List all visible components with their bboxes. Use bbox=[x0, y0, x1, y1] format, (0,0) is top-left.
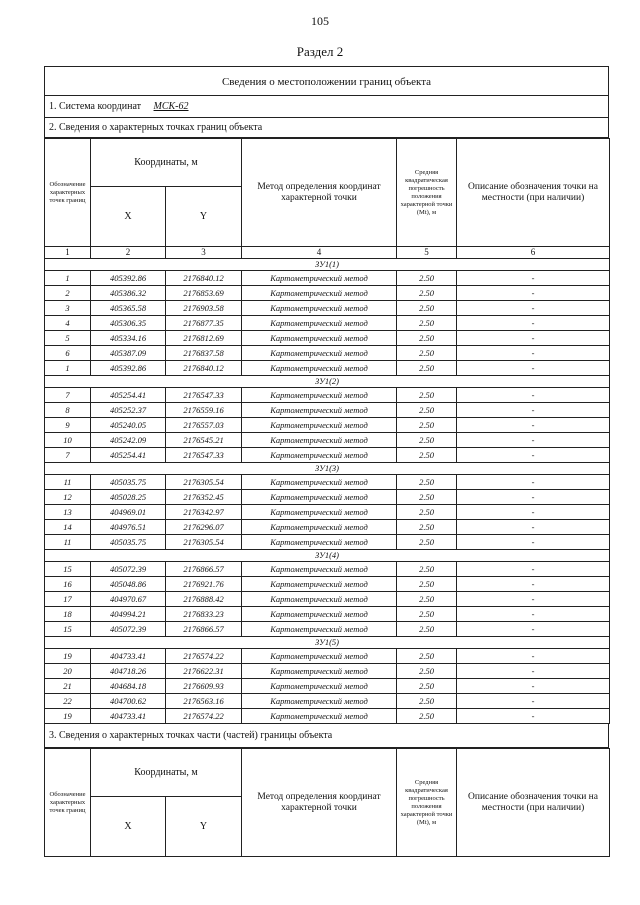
method-cell: Картометрический метод bbox=[242, 622, 397, 637]
table-row bbox=[45, 607, 610, 622]
y-coordinate: 2176547.33 bbox=[166, 448, 242, 463]
method-cell: Картометрический метод bbox=[242, 505, 397, 520]
accuracy-cell: 2.50 bbox=[397, 664, 457, 679]
coordinate-system-line bbox=[44, 96, 609, 118]
y-coordinate: 2176559.16 bbox=[166, 403, 242, 418]
y-coordinate: 2176545.21 bbox=[166, 433, 242, 448]
method-cell: Картометрический метод bbox=[242, 649, 397, 664]
x-coordinate: 404684.18 bbox=[91, 679, 166, 694]
table-row bbox=[45, 271, 610, 286]
accuracy-cell: 2.50 bbox=[397, 679, 457, 694]
description-cell: - bbox=[457, 271, 610, 286]
point-number: 7 bbox=[45, 388, 91, 403]
x-coordinate: 405392.86 bbox=[91, 361, 166, 376]
column-number: 4 bbox=[242, 247, 397, 259]
table-row bbox=[45, 679, 610, 694]
column-number: 6 bbox=[457, 247, 610, 259]
y-coordinate: 2176557.03 bbox=[166, 418, 242, 433]
description-cell: - bbox=[457, 592, 610, 607]
point-number: 1 bbox=[45, 271, 91, 286]
x-coordinate: 404718.26 bbox=[91, 664, 166, 679]
point-number: 3 bbox=[45, 301, 91, 316]
x-coordinate: 405254.41 bbox=[91, 448, 166, 463]
points-section-header: 2. Сведения о характерных точках границ объекта bbox=[44, 118, 609, 138]
table-row bbox=[45, 448, 610, 463]
y-coordinate: 2176853.69 bbox=[166, 286, 242, 301]
y-coordinate: 2176547.33 bbox=[166, 388, 242, 403]
point-number: 14 bbox=[45, 520, 91, 535]
parts-section-header: 3. Сведения о характерных точках части (частей) границы объекта bbox=[44, 724, 609, 748]
point-number: 17 bbox=[45, 592, 91, 607]
y-coordinate: 2176866.57 bbox=[166, 622, 242, 637]
x-coordinate: 405035.75 bbox=[91, 475, 166, 490]
accuracy-cell: 2.50 bbox=[397, 286, 457, 301]
x-coordinate: 405306.35 bbox=[91, 316, 166, 331]
point-number: 11 bbox=[45, 475, 91, 490]
table-row bbox=[45, 286, 610, 301]
column-numbers-row bbox=[45, 247, 610, 259]
accuracy-cell: 2.50 bbox=[397, 475, 457, 490]
table-row bbox=[45, 316, 610, 331]
column-number: 3 bbox=[166, 247, 242, 259]
accuracy-cell: 2.50 bbox=[397, 592, 457, 607]
table-row bbox=[45, 694, 610, 709]
x-coordinate: 404969.01 bbox=[91, 505, 166, 520]
accuracy-cell: 2.50 bbox=[397, 271, 457, 286]
point-number: 12 bbox=[45, 490, 91, 505]
accuracy-cell: 2.50 bbox=[397, 709, 457, 724]
description-cell: - bbox=[457, 301, 610, 316]
table-row bbox=[45, 418, 610, 433]
point-number: 15 bbox=[45, 562, 91, 577]
group-header-row bbox=[45, 550, 610, 562]
method-cell: Картометрический метод bbox=[242, 679, 397, 694]
y-coordinate: 2176840.12 bbox=[166, 271, 242, 286]
table-row bbox=[45, 475, 610, 490]
y-coordinate: 2176305.54 bbox=[166, 475, 242, 490]
x-coordinate: 404700.62 bbox=[91, 694, 166, 709]
header-accuracy: Средняя квадратическая погрешность положения характерной точки (Мt), м bbox=[397, 139, 457, 247]
coordinate-system-label: 1. Система координат bbox=[49, 101, 142, 112]
method-cell: Картометрический метод bbox=[242, 403, 397, 418]
accuracy-cell: 2.50 bbox=[397, 361, 457, 376]
header-y: Y bbox=[166, 797, 242, 857]
method-cell: Картометрический метод bbox=[242, 490, 397, 505]
method-cell: Картометрический метод bbox=[242, 301, 397, 316]
accuracy-cell: 2.50 bbox=[397, 535, 457, 550]
method-cell: Картометрический метод bbox=[242, 562, 397, 577]
table-row bbox=[45, 592, 610, 607]
y-coordinate: 2176352.45 bbox=[166, 490, 242, 505]
group-header-row bbox=[45, 376, 610, 388]
point-number: 4 bbox=[45, 316, 91, 331]
table-row bbox=[45, 622, 610, 637]
description-cell: - bbox=[457, 433, 610, 448]
boundary-points-table bbox=[44, 138, 610, 724]
description-cell: - bbox=[457, 316, 610, 331]
accuracy-cell: 2.50 bbox=[397, 505, 457, 520]
point-number: 1 bbox=[45, 361, 91, 376]
description-cell: - bbox=[457, 448, 610, 463]
table-row bbox=[45, 331, 610, 346]
method-cell: Картометрический метод bbox=[242, 418, 397, 433]
header-method: Метод определения координат характерной точки bbox=[242, 749, 397, 857]
point-number: 9 bbox=[45, 418, 91, 433]
method-cell: Картометрический метод bbox=[242, 709, 397, 724]
point-number: 18 bbox=[45, 607, 91, 622]
point-number: 10 bbox=[45, 433, 91, 448]
description-cell: - bbox=[457, 577, 610, 592]
table-row bbox=[45, 562, 610, 577]
table-row bbox=[45, 664, 610, 679]
accuracy-cell: 2.50 bbox=[397, 607, 457, 622]
method-cell: Картометрический метод bbox=[242, 331, 397, 346]
accuracy-cell: 2.50 bbox=[397, 520, 457, 535]
x-coordinate: 404994.21 bbox=[91, 607, 166, 622]
y-coordinate: 2176622.31 bbox=[166, 664, 242, 679]
y-coordinate: 2176574.22 bbox=[166, 709, 242, 724]
y-coordinate: 2176563.16 bbox=[166, 694, 242, 709]
header-point-label: Обозначение характерных точек границ bbox=[45, 749, 91, 857]
header-x: X bbox=[91, 797, 166, 857]
description-cell: - bbox=[457, 607, 610, 622]
method-cell: Картометрический метод bbox=[242, 271, 397, 286]
y-coordinate: 2176812.69 bbox=[166, 331, 242, 346]
description-cell: - bbox=[457, 388, 610, 403]
method-cell: Картометрический метод bbox=[242, 346, 397, 361]
x-coordinate: 404733.41 bbox=[91, 649, 166, 664]
header-accuracy: Средняя квадратическая погрешность положения характерной точки (Мt), м bbox=[397, 749, 457, 857]
document-title: Сведения о местоположении границ объекта bbox=[44, 66, 609, 96]
point-number: 2 bbox=[45, 286, 91, 301]
point-number: 19 bbox=[45, 709, 91, 724]
point-number: 20 bbox=[45, 664, 91, 679]
group-name: ЗУ1(5) bbox=[45, 637, 610, 649]
header-y: Y bbox=[166, 187, 242, 247]
header-description: Описание обозначения точки на местности (при наличии) bbox=[457, 749, 610, 857]
table-row bbox=[45, 535, 610, 550]
x-coordinate: 405386.32 bbox=[91, 286, 166, 301]
x-coordinate: 405392.86 bbox=[91, 271, 166, 286]
x-coordinate: 405072.39 bbox=[91, 562, 166, 577]
method-cell: Картометрический метод bbox=[242, 535, 397, 550]
description-cell: - bbox=[457, 562, 610, 577]
description-cell: - bbox=[457, 679, 610, 694]
point-number: 7 bbox=[45, 448, 91, 463]
column-number: 5 bbox=[397, 247, 457, 259]
accuracy-cell: 2.50 bbox=[397, 490, 457, 505]
table-row bbox=[45, 301, 610, 316]
x-coordinate: 405387.09 bbox=[91, 346, 166, 361]
description-cell: - bbox=[457, 490, 610, 505]
y-coordinate: 2176877.35 bbox=[166, 316, 242, 331]
method-cell: Картометрический метод bbox=[242, 520, 397, 535]
column-number: 1 bbox=[45, 247, 91, 259]
group-header-row bbox=[45, 463, 610, 475]
method-cell: Картометрический метод bbox=[242, 286, 397, 301]
method-cell: Картометрический метод bbox=[242, 577, 397, 592]
point-number: 19 bbox=[45, 649, 91, 664]
column-number: 2 bbox=[91, 247, 166, 259]
boundary-document bbox=[44, 66, 609, 832]
accuracy-cell: 2.50 bbox=[397, 622, 457, 637]
y-coordinate: 2176840.12 bbox=[166, 361, 242, 376]
table-row bbox=[45, 490, 610, 505]
accuracy-cell: 2.50 bbox=[397, 562, 457, 577]
header-method: Метод определения координат характерной точки bbox=[242, 139, 397, 247]
description-cell: - bbox=[457, 286, 610, 301]
method-cell: Картометрический метод bbox=[242, 475, 397, 490]
group-header-row bbox=[45, 259, 610, 271]
description-cell: - bbox=[457, 505, 610, 520]
x-coordinate: 405334.16 bbox=[91, 331, 166, 346]
accuracy-cell: 2.50 bbox=[397, 346, 457, 361]
x-coordinate: 404733.41 bbox=[91, 709, 166, 724]
description-cell: - bbox=[457, 520, 610, 535]
accuracy-cell: 2.50 bbox=[397, 331, 457, 346]
y-coordinate: 2176837.58 bbox=[166, 346, 242, 361]
x-coordinate: 405035.75 bbox=[91, 535, 166, 550]
table-row bbox=[45, 361, 610, 376]
table-row bbox=[45, 505, 610, 520]
accuracy-cell: 2.50 bbox=[397, 403, 457, 418]
description-cell: - bbox=[457, 709, 610, 724]
group-name: ЗУ1(2) bbox=[45, 376, 610, 388]
description-cell: - bbox=[457, 622, 610, 637]
y-coordinate: 2176866.57 bbox=[166, 562, 242, 577]
group-header-row bbox=[45, 637, 610, 649]
method-cell: Картометрический метод bbox=[242, 433, 397, 448]
table-row bbox=[45, 433, 610, 448]
method-cell: Картометрический метод bbox=[242, 316, 397, 331]
y-coordinate: 2176342.97 bbox=[166, 505, 242, 520]
description-cell: - bbox=[457, 418, 610, 433]
method-cell: Картометрический метод bbox=[242, 388, 397, 403]
description-cell: - bbox=[457, 346, 610, 361]
y-coordinate: 2176609.93 bbox=[166, 679, 242, 694]
accuracy-cell: 2.50 bbox=[397, 301, 457, 316]
method-cell: Картометрический метод bbox=[242, 694, 397, 709]
point-number: 15 bbox=[45, 622, 91, 637]
method-cell: Картометрический метод bbox=[242, 361, 397, 376]
x-coordinate: 405072.39 bbox=[91, 622, 166, 637]
y-coordinate: 2176305.54 bbox=[166, 535, 242, 550]
header-point-label: Обозначение характерных точек границ bbox=[45, 139, 91, 247]
x-coordinate: 405028.25 bbox=[91, 490, 166, 505]
x-coordinate: 405048.86 bbox=[91, 577, 166, 592]
section-title: Раздел 2 bbox=[296, 44, 344, 59]
table-row bbox=[45, 649, 610, 664]
accuracy-cell: 2.50 bbox=[397, 433, 457, 448]
parts-table-clip bbox=[44, 748, 609, 832]
table-row bbox=[45, 388, 610, 403]
table-row bbox=[45, 520, 610, 535]
description-cell: - bbox=[457, 694, 610, 709]
point-number: 11 bbox=[45, 535, 91, 550]
header-coordinates: Координаты, м bbox=[91, 139, 242, 187]
point-number: 8 bbox=[45, 403, 91, 418]
y-coordinate: 2176574.22 bbox=[166, 649, 242, 664]
group-name: ЗУ1(4) bbox=[45, 550, 610, 562]
y-coordinate: 2176903.58 bbox=[166, 301, 242, 316]
accuracy-cell: 2.50 bbox=[397, 316, 457, 331]
header-coordinates: Координаты, м bbox=[91, 749, 242, 797]
page-number: 105 bbox=[311, 14, 329, 28]
table-row bbox=[45, 577, 610, 592]
x-coordinate: 404976.51 bbox=[91, 520, 166, 535]
description-cell: - bbox=[457, 331, 610, 346]
x-coordinate: 404970.67 bbox=[91, 592, 166, 607]
group-name: ЗУ1(1) bbox=[45, 259, 610, 271]
y-coordinate: 2176296.07 bbox=[166, 520, 242, 535]
description-cell: - bbox=[457, 361, 610, 376]
coordinate-system-value: МСК-62 bbox=[153, 101, 189, 112]
point-number: 22 bbox=[45, 694, 91, 709]
description-cell: - bbox=[457, 403, 610, 418]
accuracy-cell: 2.50 bbox=[397, 694, 457, 709]
accuracy-cell: 2.50 bbox=[397, 649, 457, 664]
y-coordinate: 2176888.42 bbox=[166, 592, 242, 607]
point-number: 5 bbox=[45, 331, 91, 346]
accuracy-cell: 2.50 bbox=[397, 448, 457, 463]
table-row bbox=[45, 346, 610, 361]
point-number: 16 bbox=[45, 577, 91, 592]
accuracy-cell: 2.50 bbox=[397, 577, 457, 592]
method-cell: Картометрический метод bbox=[242, 607, 397, 622]
description-cell: - bbox=[457, 535, 610, 550]
x-coordinate: 405254.41 bbox=[91, 388, 166, 403]
x-coordinate: 405252.37 bbox=[91, 403, 166, 418]
group-name: ЗУ1(3) bbox=[45, 463, 610, 475]
method-cell: Картометрический метод bbox=[242, 664, 397, 679]
x-coordinate: 405365.58 bbox=[91, 301, 166, 316]
description-cell: - bbox=[457, 664, 610, 679]
table-row bbox=[45, 709, 610, 724]
header-description: Описание обозначения точки на местности (при наличии) bbox=[457, 139, 610, 247]
description-cell: - bbox=[457, 475, 610, 490]
x-coordinate: 405240.05 bbox=[91, 418, 166, 433]
x-coordinate: 405242.09 bbox=[91, 433, 166, 448]
point-number: 13 bbox=[45, 505, 91, 520]
part-points-table bbox=[44, 748, 610, 857]
description-cell: - bbox=[457, 649, 610, 664]
table-row bbox=[45, 403, 610, 418]
point-number: 6 bbox=[45, 346, 91, 361]
method-cell: Картометрический метод bbox=[242, 592, 397, 607]
method-cell: Картометрический метод bbox=[242, 448, 397, 463]
header-x: X bbox=[91, 187, 166, 247]
accuracy-cell: 2.50 bbox=[397, 388, 457, 403]
y-coordinate: 2176833.23 bbox=[166, 607, 242, 622]
point-number: 21 bbox=[45, 679, 91, 694]
accuracy-cell: 2.50 bbox=[397, 418, 457, 433]
y-coordinate: 2176921.76 bbox=[166, 577, 242, 592]
